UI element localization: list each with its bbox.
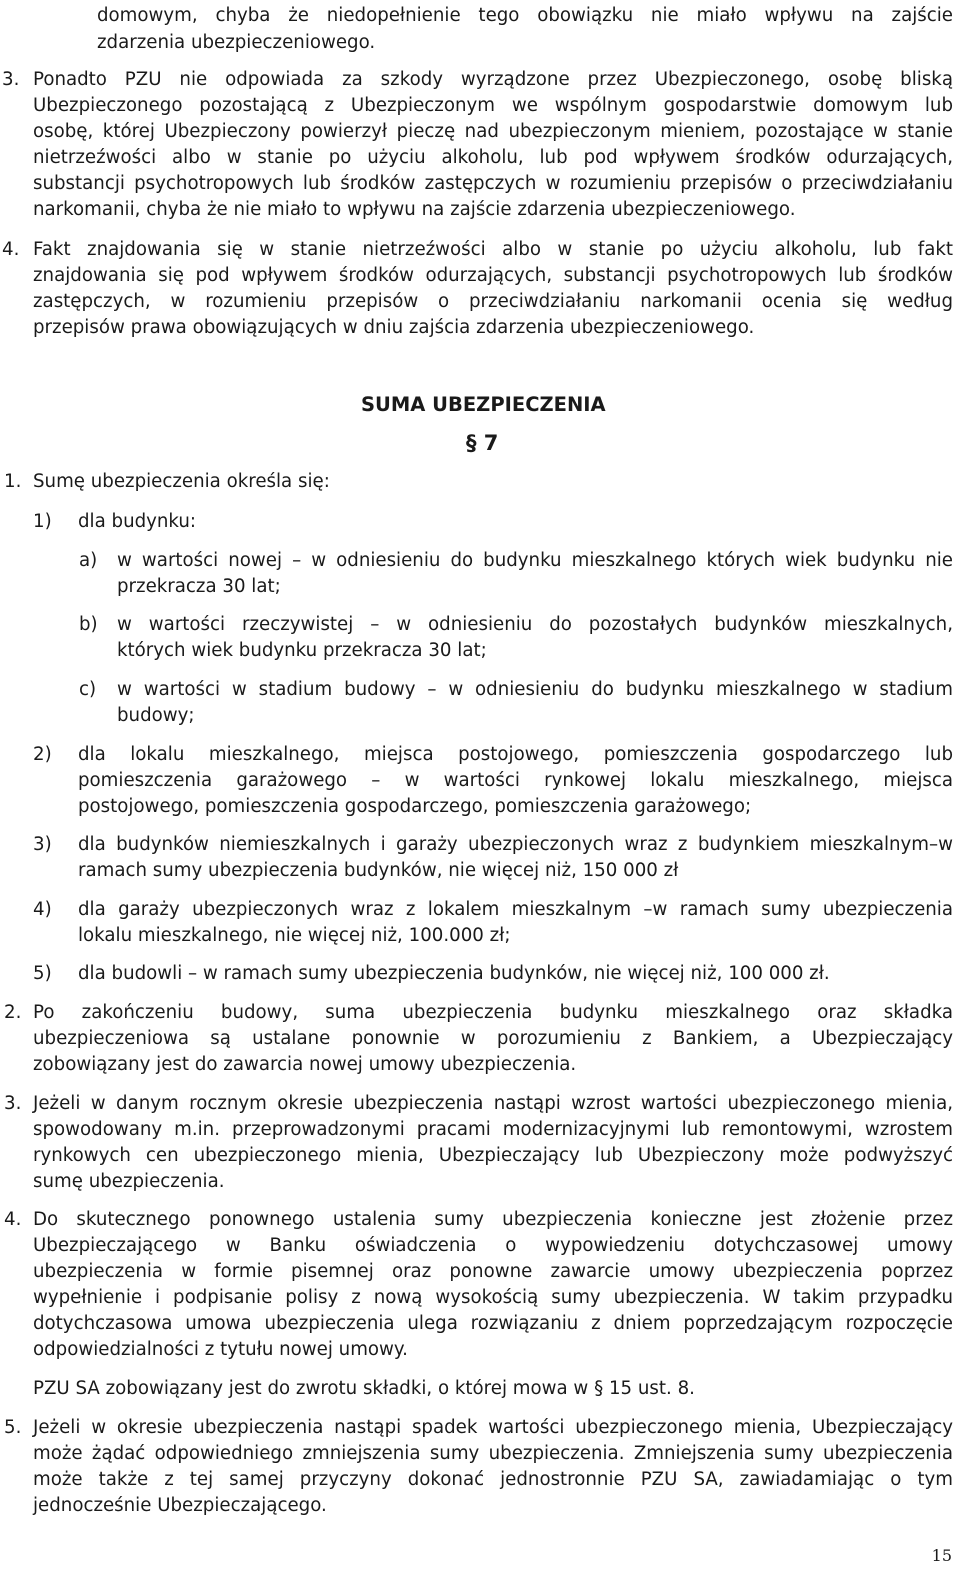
paragraph-line: zobowiązany jest do zawarcia nowej umowy ubezpieczenia. — [33, 1054, 577, 1075]
paragraph-line: w wartości rzeczywistej – w odniesieniu do pozostałych budynków mieszkalnych, — [117, 614, 953, 635]
paragraph-line: zdarzenia ubezpieczeniowego. — [97, 32, 376, 53]
paragraph-line: Ponadto PZU nie odpowiada za szkody wyrządzone przez Ubezpieczonego, osobę bliską — [33, 69, 953, 90]
paragraph-line: pomieszczenia garażowego – w wartości rynkowej lokalu mieszkalnego, miejsca — [78, 770, 953, 791]
paragraph-line: w wartości nowej – w odniesieniu do budynku mieszkalnego których wiek budynku nie — [117, 550, 953, 571]
paragraph-line: może także z tej samej przyczyny dokonać jednostronnie PZU SA, zawiadamiając o tym — [33, 1469, 953, 1490]
paragraph-line: ubezpieczeniowa są ustalane ponownie w porozumieniu z Bankiem, a Ubezpieczający — [33, 1028, 953, 1049]
subitem-number: 1) — [33, 511, 52, 532]
paragraph-line: Ubezpieczonego pozostającą z Ubezpieczonym we wspólnym gospodarstwie domowym lub — [33, 95, 953, 116]
paragraph-line: Fakt znajdowania się w stanie nietrzeźwości albo w stanie po użyciu alkoholu, lub fakt — [33, 239, 953, 260]
paragraph-line: wypełnienie i podpisanie polisy z nową wysokością sumy ubezpieczenia. W takim przypadku — [33, 1287, 953, 1308]
paragraph-line: substancji psychotropowych lub środków zastępczych w rozumieniu przepisów o przeciwdziałaniu — [33, 173, 953, 194]
paragraph-line: sumę ubezpieczenia. — [33, 1171, 225, 1192]
subitem-number: 3) — [33, 834, 52, 855]
paragraph-line: przepisów prawa obowiązujących w dniu zajścia zdarzenia ubezpieczeniowego. — [33, 317, 755, 338]
clause-number: 3. — [2, 69, 20, 90]
clause-number: 4. — [2, 239, 20, 260]
paragraph-line: których wiek budynku przekracza 30 lat; — [117, 640, 487, 661]
letter-number: c) — [79, 679, 97, 700]
paragraph-line: dla budynków niemieszkalnych i garaży ubezpieczonych wraz z budynkiem mieszkalnym–w — [78, 834, 953, 855]
section-title: SUMA UBEZPIECZENIA — [361, 393, 606, 416]
paragraph-line: jednocześnie Ubezpieczającego. — [33, 1495, 327, 1516]
letter-number: a) — [79, 550, 98, 571]
paragraph-line: budowy; — [117, 705, 195, 726]
paragraph-line: narkomanii, chyba że nie miało to wpływu na zajście zdarzenia ubezpieczeniowego. — [33, 199, 796, 220]
paragraph-line: może żądać odpowiedniego zmniejszenia sumy ubezpieczenia. Zmniejszenia sumy ubezpieczenia — [33, 1443, 953, 1464]
paragraph-line: odpowiedzialności z tytułu nowej umowy. — [33, 1339, 408, 1360]
paragraph-line: lokalu mieszkalnego, nie więcej niż, 100.000 zł; — [78, 925, 511, 946]
paragraph-line: w wartości w stadium budowy – w odniesieniu do budynku mieszkalnego w stadium — [117, 679, 953, 700]
item-number: 3. — [4, 1093, 22, 1114]
paragraph-line: Ubezpieczającego w Banku oświadczenia o wypowiedzeniu dotychczasowej umowy — [33, 1235, 953, 1256]
item-number: 1. — [4, 471, 22, 492]
paragraph-line: ubezpieczenia w formie pisemnej oraz ponowne zawarcie umowy ubezpieczenia poprzez — [33, 1261, 953, 1282]
paragraph-line: dla garaży ubezpieczonych wraz z lokalem mieszkalnym –w ramach sumy ubezpieczenia — [78, 899, 953, 920]
paragraph-line: postojowego, pomieszczenia gospodarczego, pomieszczenia garażowego; — [78, 796, 752, 817]
paragraph-line: zastępczych, w rozumieniu przepisów o przeciwdziałaniu narkomanii ocenia się według — [33, 291, 953, 312]
paragraph-line: znajdowania się pod wpływem środków odurzających, substancji psychotropowych lub środków — [33, 265, 953, 286]
subitem-text: dla budynku: — [78, 511, 197, 532]
page-number: 15 — [931, 1546, 952, 1566]
paragraph-line: dotychczasowa umowa ubezpieczenia ulega rozwiązaniu z dniem poprzedzającym rozpoczęcie — [33, 1313, 953, 1334]
item-text: Sumę ubezpieczenia określa się: — [33, 471, 330, 492]
paragraph-line: nietrzeźwości albo w stanie po użyciu alkoholu, lub pod wpływem środków odurzających, — [33, 147, 953, 168]
item-number: 4. — [4, 1209, 22, 1230]
paragraph-line: Jeżeli w danym rocznym okresie ubezpieczenia nastąpi wzrost wartości ubezpieczonego mienia, — [33, 1093, 953, 1114]
paragraph-line: Po zakończeniu budowy, suma ubezpieczenia budynku mieszkalnego oraz składka — [33, 1002, 953, 1023]
subitem-number: 2) — [33, 744, 52, 765]
paragraph-line: Jeżeli w okresie ubezpieczenia nastąpi spadek wartości ubezpieczonego mienia, Ubezpieczający — [33, 1417, 953, 1438]
section-paragraph-mark: § 7 — [466, 431, 499, 455]
paragraph-note: PZU SA zobowiązany jest do zwrotu składki, o której mowa w § 15 ust. 8. — [33, 1378, 695, 1399]
subitem-number: 5) — [33, 963, 52, 984]
paragraph-line: rynkowych cen ubezpieczonego mienia, Ubezpieczający lub Ubezpieczony może podwyższyć — [33, 1145, 953, 1166]
paragraph-line: Do skutecznego ponownego ustalenia sumy ubezpieczenia konieczne jest złożenie przez — [33, 1209, 953, 1230]
paragraph-line: przekracza 30 lat; — [117, 576, 281, 597]
paragraph-line: osobę, której Ubezpieczony powierzył pieczę nad ubezpieczonym mieniem, pozostające w stanie — [33, 121, 953, 142]
paragraph-line: domowym, chyba że niedopełnienie tego obowiązku nie miało wpływu na zajście — [97, 5, 953, 26]
paragraph-line: ramach sumy ubezpieczenia budynków, nie więcej niż, 150 000 zł — [78, 860, 679, 881]
item-number: 5. — [4, 1417, 22, 1438]
paragraph-line: spowodowany m.in. przeprowadzonymi pracami modernizacyjnymi lub remontowymi, wzrostem — [33, 1119, 953, 1140]
paragraph-line: dla lokalu mieszkalnego, miejsca postojowego, pomieszczenia gospodarczego lub — [78, 744, 953, 765]
paragraph-line: dla budowli – w ramach sumy ubezpieczenia budynków, nie więcej niż, 100 000 zł. — [78, 963, 830, 984]
subitem-number: 4) — [33, 899, 52, 920]
letter-number: b) — [79, 614, 98, 635]
item-number: 2. — [4, 1002, 22, 1023]
